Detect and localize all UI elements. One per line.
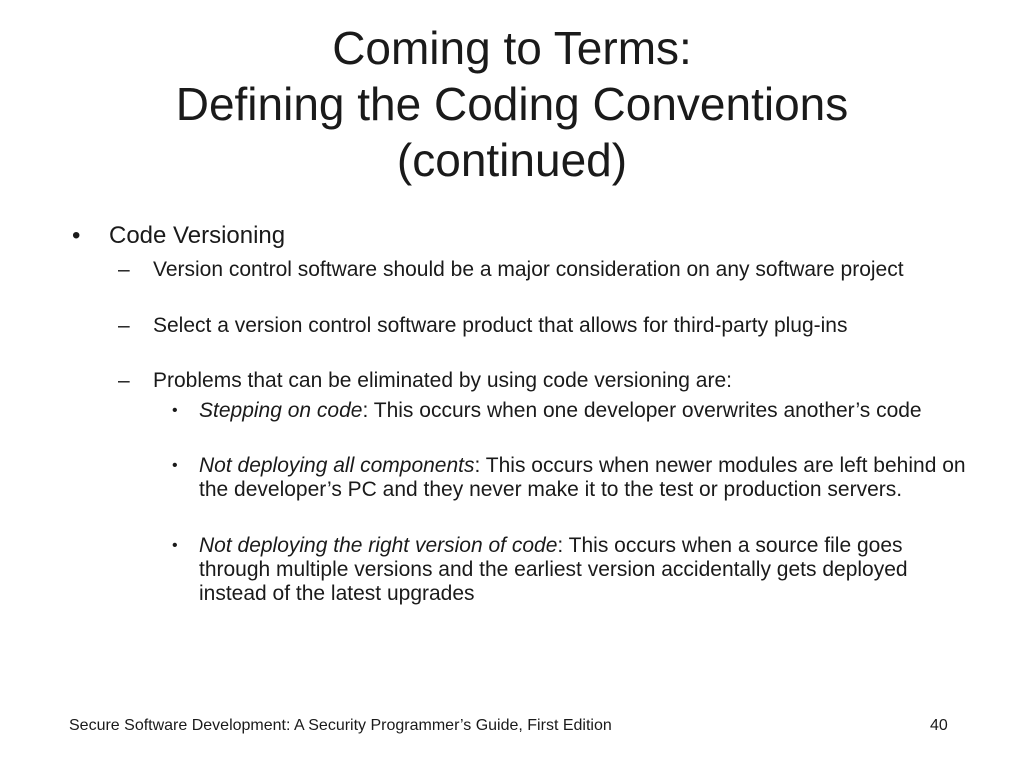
footer-book-title: Secure Software Development: A Security Programmer’s Guide, First Edition	[69, 717, 612, 734]
bullet-marker: •	[172, 402, 178, 419]
dash-marker: –	[118, 258, 130, 281]
sub-item-text: Select a version control software product that allows for third-party plug-ins	[153, 314, 848, 337]
problem-description: : This occurs when newer modules are left behind on the developer’s PC and they never make it to the test or production servers.	[199, 454, 966, 501]
bullet-marker: •	[172, 537, 178, 554]
bullet-marker: •	[72, 222, 81, 249]
problem-term: Stepping on code	[199, 399, 363, 422]
dash-marker: –	[118, 314, 130, 337]
sub-item-text: Problems that can be eliminated by using code versioning are:	[153, 369, 732, 392]
problem-text	[199, 534, 979, 606]
page-number: 40	[930, 717, 948, 734]
problem-text	[199, 399, 979, 423]
bullet-marker: •	[172, 457, 178, 474]
bullet-label: Code Versioning	[109, 222, 286, 249]
problem-description: : This occurs when a source file goes through multiple versions and the earliest version accidentally gets deployed instead of the latest upgrades	[199, 534, 908, 605]
problem-term: Not deploying the right version of code	[199, 534, 558, 557]
title-line-2: Defining the Coding Conventions	[175, 78, 849, 130]
problem-text	[199, 454, 979, 502]
problem-term: Not deploying all components	[199, 454, 475, 477]
title-line-1: Coming to Terms:	[332, 22, 692, 74]
dash-marker: –	[118, 369, 130, 392]
sub-item-text: Version control software should be a major consideration on any software project	[153, 258, 904, 281]
title-line-3: (continued)	[396, 134, 628, 186]
problem-description: : This occurs when one developer overwrites another’s code	[362, 399, 922, 422]
